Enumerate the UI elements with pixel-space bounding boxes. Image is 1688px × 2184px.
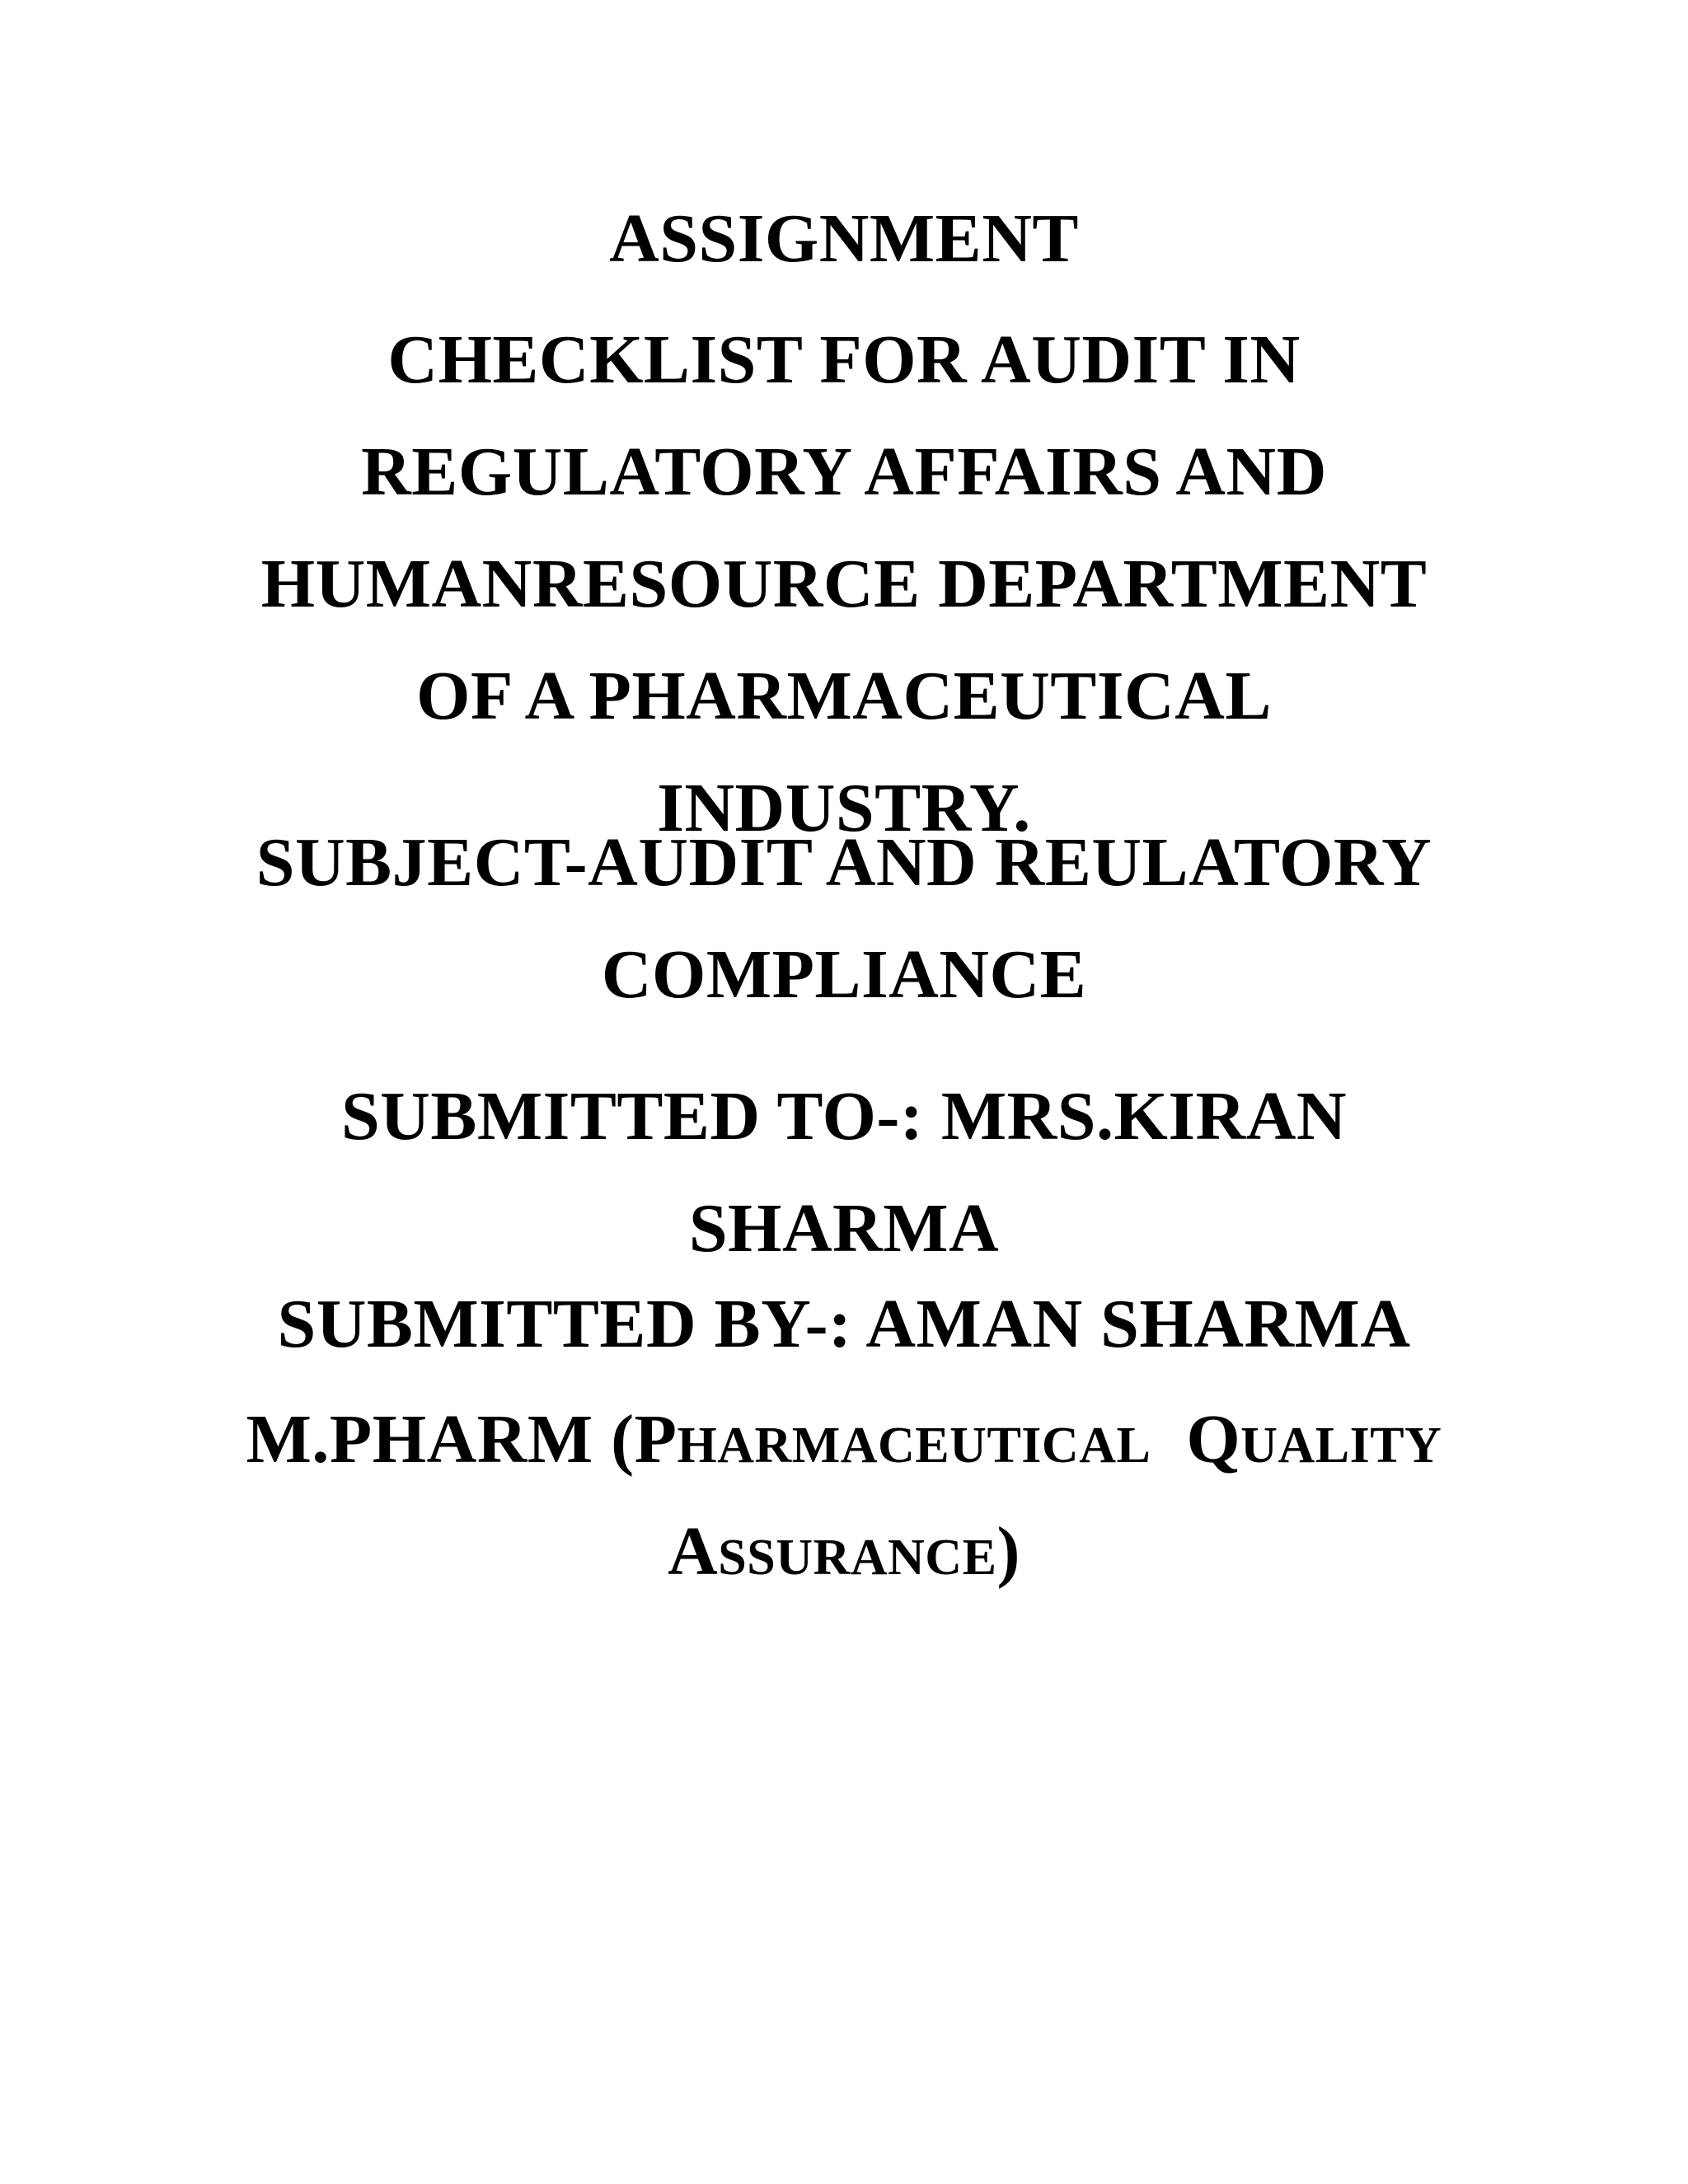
program: [0, 1401, 1688, 1629]
program-a-rest: SSURANCE: [718, 1530, 997, 1586]
program-line-1: [0, 1401, 1688, 1517]
title-line-5: INDUSTRY.: [657, 770, 1031, 846]
program-p-rest: HARMACEUTICAL: [677, 1418, 1151, 1474]
title-line-2: REGULATORY AFFAIRS AND: [361, 434, 1327, 510]
submitted-to: [0, 1078, 1688, 1306]
program-q-rest: UALITY: [1240, 1418, 1442, 1474]
title-line-4: OF A PHARMACEUTICAL: [416, 658, 1272, 734]
program-p-cap: P: [634, 1401, 678, 1478]
submitted-by: [0, 1286, 1688, 1362]
title-line-1: CHECKLIST FOR AUDIT IN: [387, 321, 1301, 398]
assignment-title: [0, 321, 1688, 886]
program-a-cap: A: [668, 1513, 719, 1590]
program-close: ): [996, 1513, 1020, 1590]
assignment-heading: [0, 200, 1688, 277]
program-degree: M.PHARM (: [246, 1401, 635, 1478]
submitted-to-line-2: SHARMA: [688, 1190, 1000, 1267]
subject: [0, 824, 1688, 1052]
subject-line-2: COMPLIANCE: [601, 936, 1087, 1013]
subject-line-1: SUBJECT-AUDIT AND REULATORY: [256, 824, 1432, 901]
submitted-by-text: SUBMITTED BY-: AMAN SHARMA: [277, 1286, 1411, 1362]
program-line-2: [0, 1513, 1688, 1629]
program-q-cap: Q: [1186, 1401, 1241, 1478]
title-line-3: HUMANRESOURCE DEPARTMENT: [260, 546, 1428, 622]
assignment-heading-text: ASSIGNMENT: [609, 200, 1079, 277]
submitted-to-line-1: SUBMITTED TO-: MRS.KIRAN: [340, 1078, 1348, 1155]
